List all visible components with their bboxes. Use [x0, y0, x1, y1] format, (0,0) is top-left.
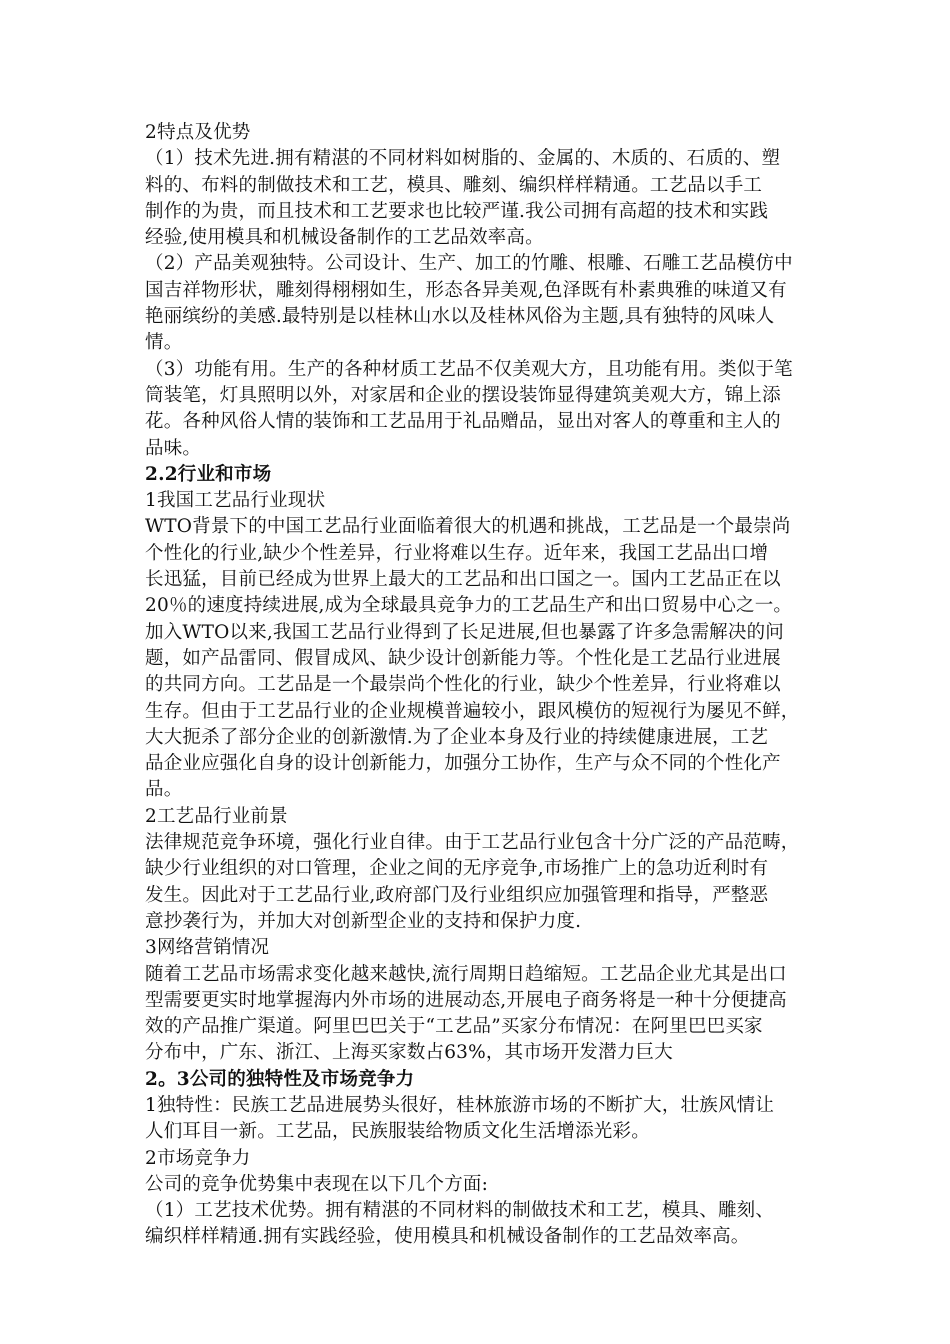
section-heading: 2。3公司的独特性及市场竞争力 [145, 1068, 415, 1090]
paragraph-line: 效的产品推广渠道。阿里巴巴关于“工艺品”买家分布情况：在阿里巴巴买家 [145, 1016, 763, 1038]
section-heading: 2.2行业和市场 [145, 463, 272, 485]
paragraph-line: （2）产品美观独特。公司设计、生产、加工的竹雕、根雕、石雕工艺品模仿中 [145, 253, 793, 275]
paragraph-line: 料的、布料的制做技术和工艺，模具、雕刻、编织样样精通。工艺品以手工 [145, 174, 763, 196]
paragraph-line: 缺少行业组织的对口管理，企业之间的无序竞争,市场推广上的急功近利时有 [145, 858, 769, 880]
paragraph-line: 品。 [145, 779, 183, 801]
paragraph-line: 法律规范竞争环境，强化行业自律。由于工艺品行业包含十分广泛的产品范畴， [145, 832, 800, 854]
paragraph-line: 人们耳目一新。工艺品，民族服装给物质文化生活增添光彩。 [145, 1121, 650, 1143]
subsection-heading: 1我国工艺品行业现状 [145, 490, 326, 512]
paragraph-line: 国吉祥物形状，雕刻得栩栩如生，形态各异美观,色泽既有朴素典雅的味道又有 [145, 279, 787, 301]
paragraph-line: 情。 [145, 332, 183, 354]
paragraph-line: 长迅猛，目前已经成为世界上最大的工艺品和出口国之一。国内工艺品正在以 [145, 569, 781, 591]
paragraph-line: 大大扼杀了部分企业的创新激情.为了企业本身及行业的持续健康进展，工艺 [145, 726, 769, 748]
paragraph-line: 艳丽缤纷的美感.最特别是以桂林山水以及桂林风俗为主题,具有独特的风味人 [145, 306, 775, 328]
section-heading: 2特点及优势 [145, 122, 251, 143]
paragraph-line: 1独特性：民族工艺品进展势头很好，桂林旅游市场的不断扩大，壮族风情让 [145, 1094, 775, 1116]
paragraph-line: 加入WTO以来,我国工艺品行业得到了长足进展,但也暴露了许多急需解决的问 [145, 621, 784, 643]
paragraph-line: 编织样样精通.拥有实践经验，使用模具和机械设备制作的工艺品效率高。 [145, 1226, 750, 1248]
paragraph-line: 花。各种风俗人情的装饰和工艺品用于礼品赠品，显出对客人的尊重和主人的 [145, 411, 781, 433]
document-body [145, 120, 825, 1251]
paragraph-line: 制作的为贵，而且技术和工艺要求也比较严谨.我公司拥有高超的技术和实践 [145, 200, 769, 222]
paragraph-line: 公司的竞争优势集中表现在以下几个方面: [145, 1173, 489, 1195]
subsection-heading: 2工艺品行业前景 [145, 805, 288, 827]
paragraph-line: 筒装笔，灯具照明以外，对家居和企业的摆设装饰显得建筑美观大方，锦上添 [145, 384, 781, 406]
paragraph-line: 发生。因此对于工艺品行业,政府部门及行业组织应加强管理和指导，严整恶 [145, 884, 769, 906]
paragraph-line: 20％的速度持续进展,成为全球最具竞争力的工艺品生产和出口贸易中心之一。 [145, 595, 793, 617]
paragraph-line: （1）技术先进.拥有精湛的不同材料如树脂的、金属的、木质的、石质的、塑 [145, 148, 781, 170]
paragraph-line: 生存。但由于工艺品行业的企业规模普遍较小，跟风模仿的短视行为屡见不鲜， [145, 700, 800, 722]
paragraph-line: 题，如产品雷同、假冒成风、缺少设计创新能力等。个性化是工艺品行业进展 [145, 647, 781, 669]
paragraph-line: 品味。 [145, 437, 202, 459]
paragraph-line: 型需要更实时地掌握海内外市场的进展动态,开展电子商务将是一种十分便捷高 [145, 989, 787, 1011]
paragraph-line: 的共同方向。工艺品是一个最崇尚个性化的行业，缺少个性差异，行业将难以 [145, 674, 781, 696]
paragraph-line: （3）功能有用。生产的各种材质工艺品不仅美观大方，且功能有用。类似于笔 [145, 358, 793, 380]
paragraph-line: 意抄袭行为，并加大对创新型企业的支持和保护力度. [145, 910, 582, 932]
paragraph-line: 分布中，广东、浙江、上海买家数占63%，其市场开发潜力巨大 [145, 1042, 673, 1064]
paragraph-line: 经验,使用模具和机械设备制作的工艺品效率高。 [145, 227, 544, 249]
paragraph-line: 个性化的行业,缺少个性差异，行业将难以生存。近年来，我国工艺品出口增 [145, 542, 769, 564]
paragraph-line: 随着工艺品市场需求变化越来越快,流行周期日趋缩短。工艺品企业尤其是出口 [145, 963, 787, 985]
subsection-heading: 3网络营销情况 [145, 937, 270, 959]
paragraph-line: WTO背景下的中国工艺品行业面临着很大的机遇和挑战，工艺品是一个最崇尚 [145, 516, 791, 538]
paragraph-line: （1）工艺技术优势。拥有精湛的不同材料的制做技术和工艺，模具、雕刻、 [145, 1200, 775, 1222]
paragraph-line: 品企业应强化自身的设计创新能力，加强分工协作，生产与众不同的个性化产 [145, 753, 781, 775]
subsection-heading: 2市场竞争力 [145, 1147, 251, 1169]
